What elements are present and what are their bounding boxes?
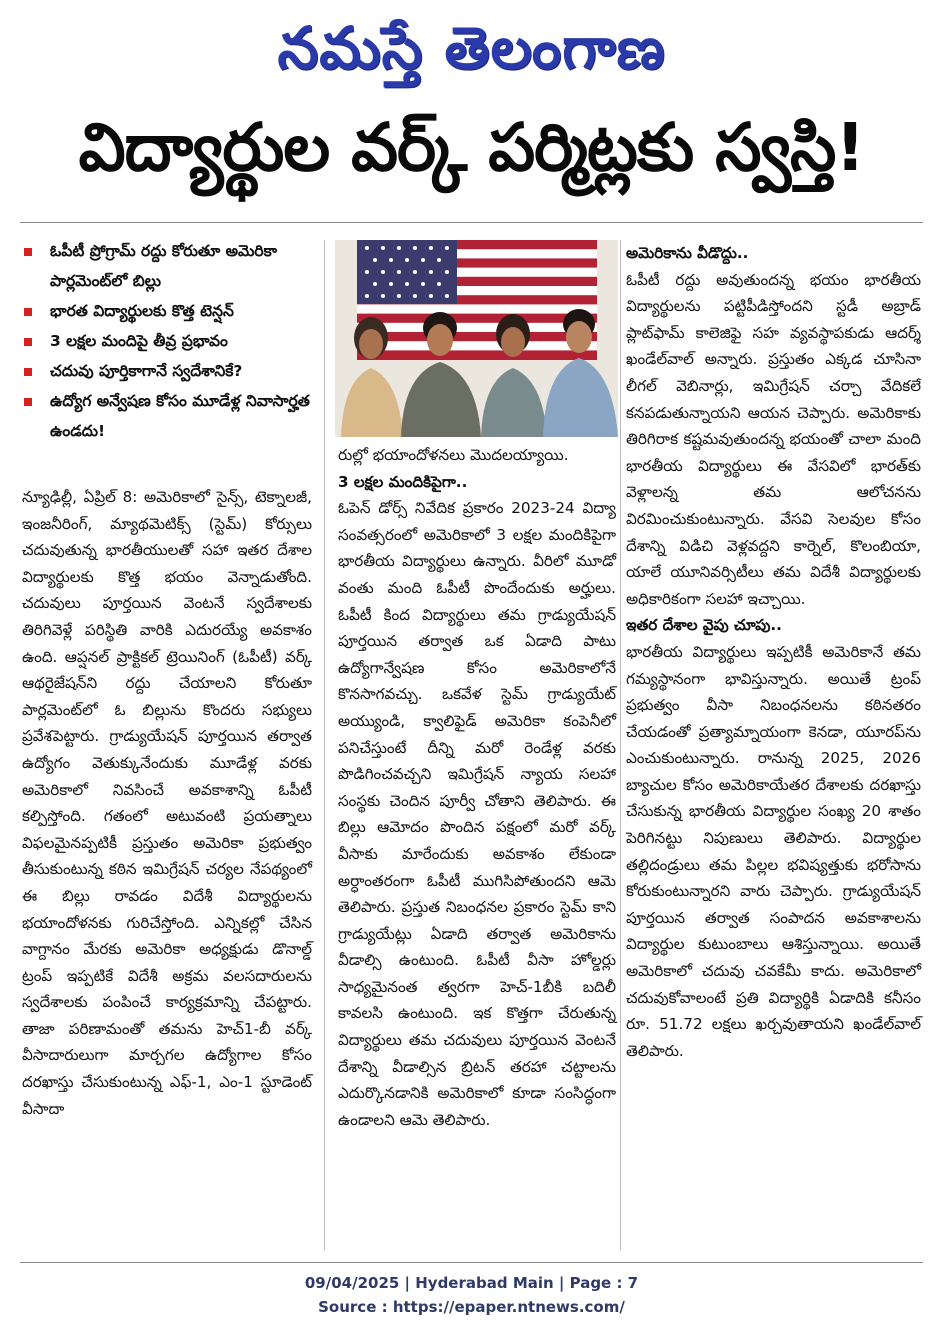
body-paragraph: ఓపెన్‌ డోర్స్‌ నివేదిక ప్రకారం 2023-24 విద్యా సంవత్సరంలో అమెరికాలో 3 లక్షల మందికిపైగా భారతీయ విద్యార్థులు ఉన్నారు. వీరిలో మూడో వంతు మంది ఓపీటీ పొందేందుకు అర్హులు. ఓపీటీ కింద విద్యార్థులు తమ గ్రాడ్యుయేషన్‌ పూర్తయిన తర్వాత ఒక ఏడాది పాటు ఉద్యోగాన్వేషణ కోసం అమెరికాలోనే కొనసాగవచ్చు. ఒకవేళ స్టెమ్‌ గ్రాడ్యుయేట్‌ అయ్యుండి, క్వాలిఫైడ్‌ అమెరికా కంపెనీలో పనిచేస్తుంటే దీన్ని మరో రెండేళ్ల వరకు పొడిగించవచ్చని ఇమిగ్రేషన్‌ న్యాయ సలహా సంస్థకు చెందిన పూర్వీ చోతాని తెలిపారు. ఈ బిల్లు ఆమోదం పొందిన పక్షంలో మరో వర్క్‌ వీసాకు మారేందుకు అవకాశం లేకుండా అర్ధాంతరంగా ఓపీటీ ముగిసిపోతుందని ఆమె తెలిపారు. ప్రస్తుత నిబంధనల ప్రకారం స్టెమ్‌ కాని గ్రాడ్యుయేట్లు ఏడాది తర్వాత అమెరికాను వీడాల్సి ఉంటుంది. ఓపీటీ వీసా హోల్డర్లు సాధ్యమైనంత త్వరగా హెచ్‌-1బీకి బదిలీ కావలసి ఉంటుంది. ఇక కొత్తగా చేరుతున్న విద్యార్థులు తమ చదువులు పూర్తయిన వెంటనే దేశాన్ని వీడాల్సిన బ్రిటన్‌ తరహా చట్టాలను ఎదుర్కొనడానికి అమెరికాలో కూడా సంసిద్ధంగా ఉండాలని ఆమె తెలిపారు. [338,499,616,1129]
footer-source-link[interactable]: Source : https://epaper.ntnews.com/ [318,1298,625,1316]
bullet-icon [24,248,32,256]
headline: విద్యార్థుల వర్క్‌ పర్మిట్లకు స్వస్తి! [78,108,865,186]
highlight-item: ఓపీటీ ప్రోగ్రామ్‌ రద్దు కోరుతూ అమెరికా పార్లమెంట్‌లో బిల్లు [20,236,320,296]
subheading: ఇతర దేశాల వైపు చూపు.. [626,616,782,635]
body-paragraph: భారతీయ విద్యార్థులు ఇప్పటికీ అమెరికానే తమ గమ్యస్థానంగా భావిస్తున్నారు. అయితే ట్రంప్‌ ప్రభుత్వం వీసా నిబంధనలను కఠినతరం చేయడంతో ప్రత్యామ్నాయంగా కెనడా, యూరప్‌ను ఎంచుకుంటున్నారు. రానున్న 2025, 2026 బ్యాచుల కోసం అమెరికాయేతర దేశాలకు దరఖాస్తు చేసుకున్న భారతీయ విద్యార్థుల సంఖ్య 20 శాతం పెరిగినట్టు నిపుణులు తెలిపారు. విద్యార్థుల తల్లిదండ్రులు తమ పిల్లల భవిష్యత్తుకు భరోసాను కోరుకుంటున్నారని వారు చెప్పారు. గ్రాడ్యుయేషన్‌ పూర్తయిన తర్వాత సంపాదన అవకాశాలను విద్యార్థుల కుటుంబాలు ఆశిస్తున్నాయి. అయితే అమెరికాలో చదువు చవకేమీ కాదు. అమెరికాలో చదువుకోవాలంటే ప్రతి విద్యార్థికి ఏడాదికి కనీసం రూ. 51.72 లక్షలు ఖర్చవుతాయని ఖండేల్‌వాల్‌ తెలిపారు. [626,642,921,1060]
bullet-icon [24,368,32,376]
column-separator [620,240,621,1250]
masthead [0,0,943,95]
article-column-1 [22,484,312,1122]
us-flag [357,240,597,360]
subheading: అమెరికాను వీడొద్దు.. [626,244,749,262]
bullet-icon [24,338,32,346]
highlight-item: చదువు పూర్తికాగానే స్వదేశానికే? [20,356,320,386]
column-separator [324,240,325,1250]
article-column-2 [338,442,616,1133]
highlight-item: 3 లక్షల మందిపై తీవ్ర ప్రభావం [20,326,320,356]
highlight-item: ఉద్యోగ అన్వేషణ కోసం మూడేళ్ల నివాసార్హత ఉండదు! [20,386,320,446]
newspaper-logo: నమస్తే తెలంగాణ [277,13,666,82]
bullet-icon [24,308,32,316]
highlight-item: భారత విద్యార్థులకు కొత్త టెన్షన్‌ [20,296,320,326]
highlights-list [20,236,320,446]
headline-divider [20,222,923,223]
footer-divider [20,1262,923,1263]
bullet-icon [24,398,32,406]
students-with-us-flag-image [335,240,618,437]
news-photo [335,240,618,437]
body-paragraph: ఓపీటీ రద్దు అవుతుందన్న భయం భారతీయ విద్యార్థులను పట్టిపీడిస్తోందని స్టడీ అబ్రాడ్‌ ప్లాట్‌ఫామ్‌ కాలెజిఫై సహ వ్యవస్థాపకుడు ఆదర్శ్‌ ఖండేల్‌వాల్‌ అన్నారు. ప్రస్తుతం ఎక్కడ చూసినా లీగల్‌ వెబినార్లు, ఇమిగ్రేషన్‌ చర్చా వేదికలే కనపడుతున్నాయని ఆయన చెప్పారు. అమెరికాకు తిరిగిరాక కష్టమవుతుందన్న భయంతో చాలా మంది భారతీయ విద్యార్థులు ఈ వేసవిలో భారత్‌కు వెళ్లాలన్న తమ ఆలోచనను విరమించుకుంటున్నారు. వేసవి సెలవుల కోసం దేశాన్ని విడిచి వెళ్లవద్దని కార్నెల్‌, కొలంబియా, యాలే యూనివర్సిటీలు తమ విదేశీ విద్యార్థులకు అధికారికంగా సలహా ఇచ్చాయి. [626,270,921,608]
footer-edition-info: 09/04/2025 | Hyderabad Main | Page : 7 [304,1274,639,1292]
body-paragraph: రుల్లో భయాందోళనలు మొదలయ్యాయి. [338,446,569,464]
subheading: 3 లక్షల మందికిపైగా.. [338,472,468,491]
article-column-3 [626,240,921,1064]
body-paragraph: న్యూఢిల్లీ, ఏప్రిల్‌ 8: అమెరికాలో సైన్స్‌, టెక్నాలజీ, ఇంజనీరింగ్‌, మ్యాథమెటిక్స్‌ (స్టెమ్‌) కోర్సులు చదువుతున్న భారతీయులతో సహా ఇతర దేశాల విద్యార్థులకు కొత్త భయం వెన్నాడుతోంది. చదువులు పూర్తయిన వెంటనే స్వదేశాలకు తిరిగివెళ్లే పరిస్థితి వారికి ఎదురయ్యే అవకాశం ఉంది. ఆప్షనల్‌ ప్రాక్టికల్‌ ట్రెయినింగ్‌ (ఓపీటీ) వర్క్‌ ఆథరైజేషన్‌ని రద్దు చేయాలని కోరుతూ పార్లమెంట్‌లో ఓ బిల్లును కొందరు సభ్యులు ప్రవేశపెట్టారు. గ్రాడ్యుయేషన్‌ పూర్తయిన తర్వాత ఉద్యోగం వెతుక్కునేందుకు మూడేళ్ల వరకు అమెరికాలో నివసించే అవకాశాన్ని ఓపీటీ కల్పిస్తోంది. గతంలో అటువంటి ప్రయత్నాలు విఫలమైనప్పటికీ ప్రస్తుతం అమెరికా ప్రభుత్వం తీసుకుంటున్న కఠిన ఇమిగ్రేషన్‌ చర్యల నేపథ్యంలో ఈ బిల్లు రావడం విదేశీ విద్యార్థులను భయాందోళనకు గురిచేస్తోంది. ఎన్నికల్లో చేసిన వాగ్దానం మేరకు అమెరికా అధ్యక్షుడు డొనాల్డ్‌ ట్రంప్‌ ఇప్పటికే విదేశీ అక్రమ వలసదారులను స్వదేశాలకు పంపించే కార్యక్రమాన్ని చేపట్టారు. తాజా పరిణామంతో తమను హెచ్‌1-బీ వర్క్‌ వీసాదారులుగా మార్చగల ఉద్యోగాల కోసం దరఖాస్తు చేసుకుంటున్న ఎఫ్‌-1, ఎం-1 స్టూడెంట్‌ వీసాదా [22,488,312,1118]
